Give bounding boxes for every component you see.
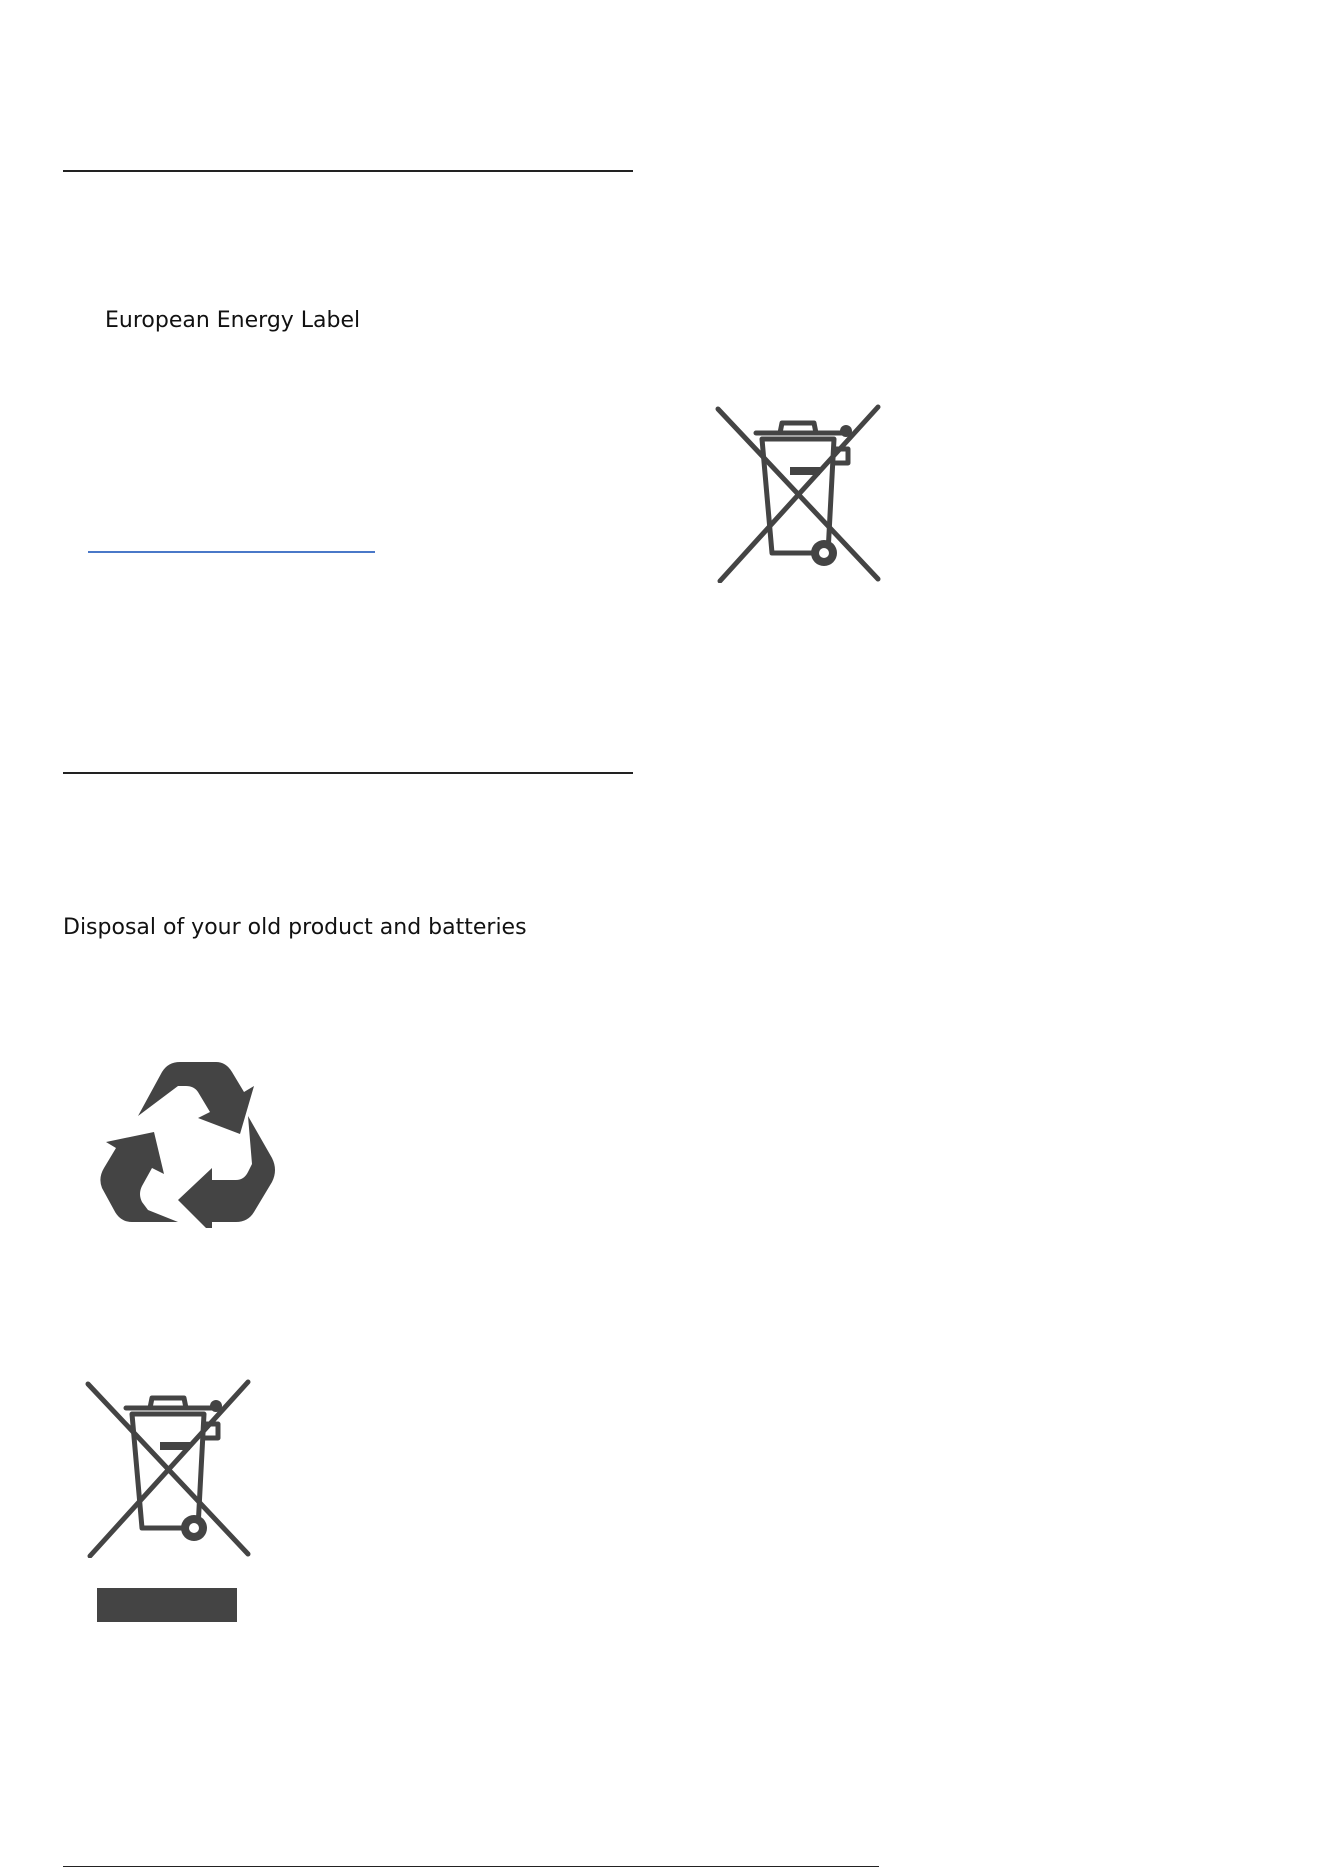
energy-label-link[interactable]: [88, 551, 375, 553]
crossed-out-wheelie-bin-icon: [80, 1378, 256, 1558]
section-divider-middle: [63, 772, 633, 774]
energy-label-heading: European Energy Label: [105, 308, 361, 333]
section-divider-top: [63, 170, 633, 172]
disposal-heading: Disposal of your old product and batteries: [63, 915, 527, 940]
recycle-icon: [98, 1056, 278, 1228]
solid-bar-marking-icon: [97, 1588, 237, 1622]
page-bottom-divider: [63, 1866, 879, 1867]
crossed-out-wheelie-bin-icon: [710, 403, 886, 583]
